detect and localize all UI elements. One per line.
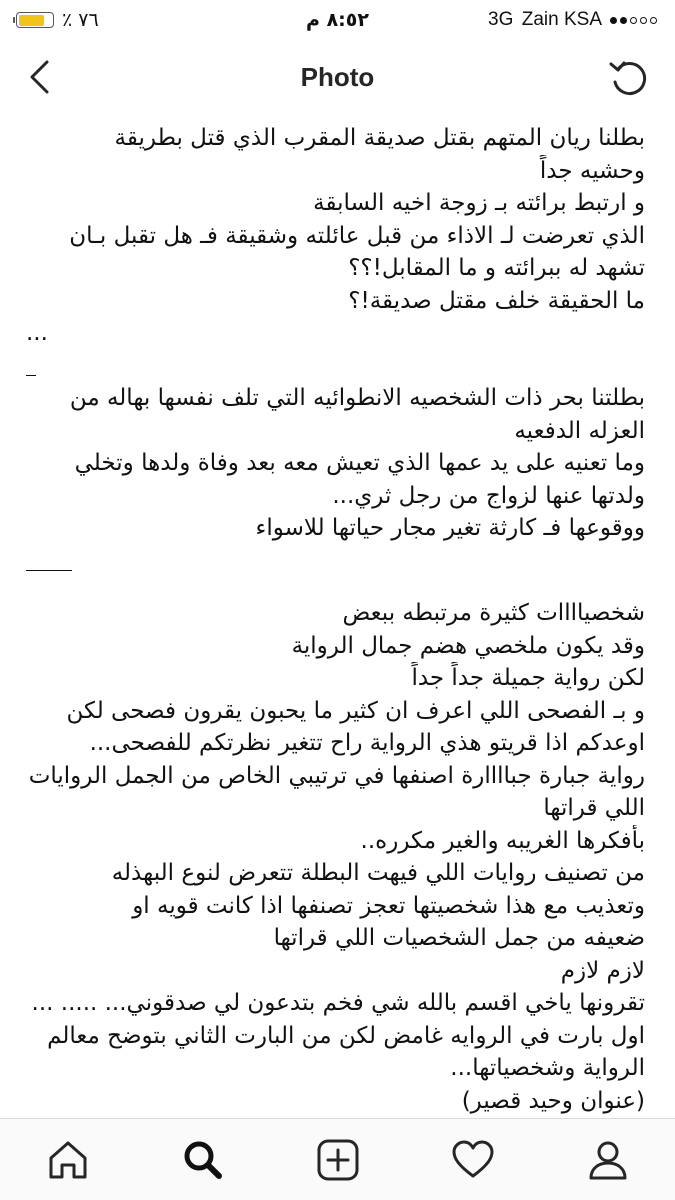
text-line: اول بارت في الروايه غامض لكن من البارت الثاني بتوضح معالم [47,1022,645,1049]
text-line: رواية جبارة جباااارة اصنفها في ترتيبي الخاص من الجمل الروايات [28,762,645,789]
divider [26,545,645,578]
text-line: وتعذيب مع هذا شخصيتها تعجز تصنفها اذا كانت قويه او [132,892,645,919]
text-line: ... [26,320,48,346]
text-line: الذي تعرضت لـ الاذاء من قبل عائلته وشقيقة فـ هل تقبل بـان [69,222,645,249]
tab-home[interactable] [33,1125,103,1195]
post-text [0,114,675,1117]
text-line: وحشيه جداً [539,157,645,184]
text-line: ضعيفه من جمل الشخصيات اللي قراتها [273,925,645,951]
text-line: وما تعنيه على يد عمها الذي تعيش معه بعد وفاة ولدها وتخلي [74,450,645,476]
text-line: العزله الدفعيه [514,417,645,444]
text-line: تشهد له ببرائته و ما المقابل!؟؟ [348,255,645,281]
text-line: بأفكرها الغريبه والغير مكرره.. [360,827,645,854]
text-line: اللي قراتها [543,795,645,821]
divider [26,350,645,383]
text-line: و بـ الفصحى اللي اعرف ان كثير ما يحبون يقرون فصحى لكن [66,697,645,724]
text-line: و ارتبط برائته بـ زوجة اخيه السابقة [313,190,645,216]
signal-strength-icon [610,17,657,24]
text-line: بطلتنا بحر ذات الشخصيه الانطوائيه التي تلف نفسها بهاله من [69,385,645,411]
text-line: وقد يكون ملخصي هضم جمال الرواية [291,632,645,659]
carrier-name: Zain KSA [521,9,602,30]
nav-bar [0,40,675,114]
text-line: لازم لازم [560,957,645,984]
photo-image [0,114,675,1118]
text-line: شخصياااات كثيرة مرتبطه ببعض [342,600,645,626]
status-time: ٨:٥٢ م [306,9,369,31]
text-line: الرواية وشخصياتها... [450,1055,645,1081]
heart-icon [450,1137,496,1183]
network-type: 3G [488,9,514,30]
text-line: (عنوان وحيد قصير) [461,1087,645,1114]
home-icon [45,1137,91,1183]
tab-search[interactable] [168,1125,238,1195]
tab-activity[interactable] [438,1125,508,1195]
text-line: تقرونها ياخي اقسم بالله شي فخم بتدعون لي صدقوني... ..... ... [31,990,645,1016]
tab-bar [0,1118,675,1200]
refresh-button[interactable] [603,52,655,104]
status-bar [0,0,675,40]
text-line: ووقوعها فـ كارثة تغير مجار حياتها للاسواء [255,515,645,541]
text-line: من تصنيف روايات اللي فيهت البطلة تتعرض لنوع البهذله [111,860,645,886]
carrier-info [522,6,657,34]
tab-profile[interactable] [573,1125,643,1195]
tab-new-post[interactable] [303,1125,373,1195]
page-title: Photo [300,62,375,92]
text-line: بطلنا ريان المتهم بقتل صديقة المقرب الذي قتل بطريقة [114,125,645,151]
refresh-icon [607,56,651,100]
battery-percent: ٪ ٧٦ [62,9,99,31]
text-line: ما الحقيقة خلف مقتل صديقة!؟ [348,287,645,314]
text-line: اوعدكم اذا قريتو هذي الرواية راح تتغير نظرتكم للفصحى... [89,730,645,756]
search-icon [180,1137,226,1183]
add-post-icon [315,1137,361,1183]
profile-icon [585,1137,631,1183]
text-line: ولدتها عنها لزواج من رجل ثري... [332,482,645,509]
text-line: لكن رواية جميلة جداً جداً [411,665,645,691]
